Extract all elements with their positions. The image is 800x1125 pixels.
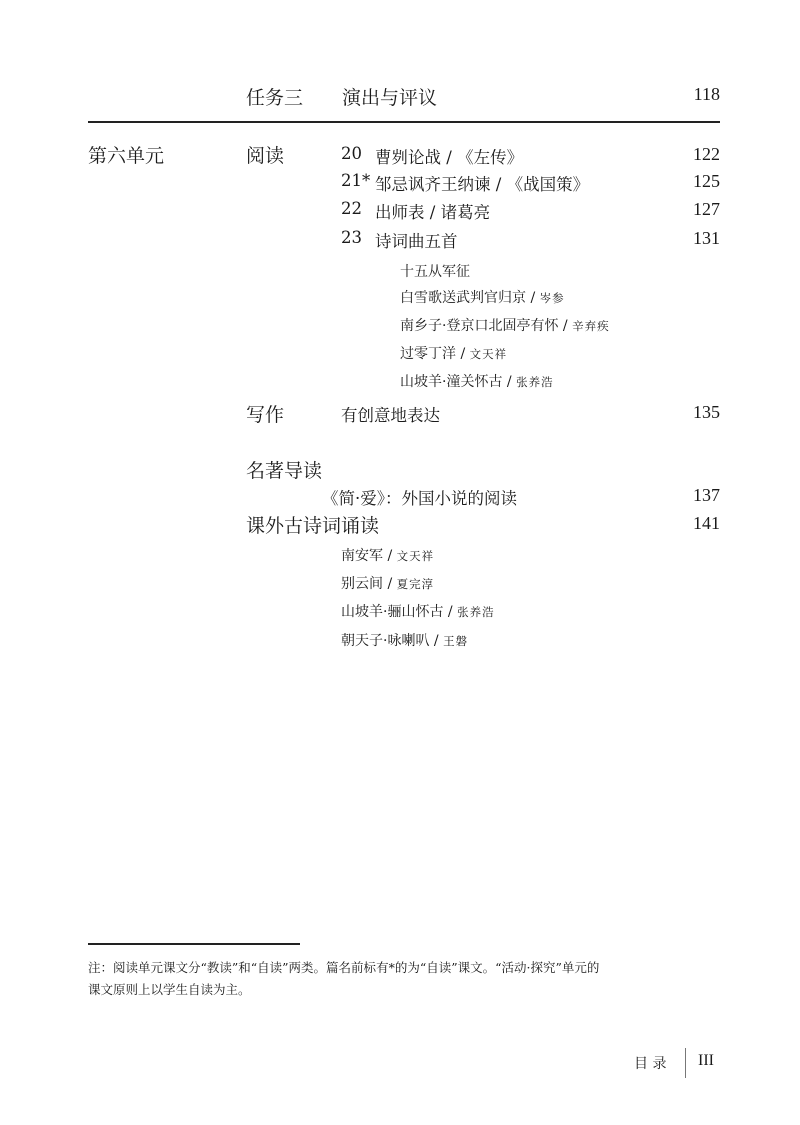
poem-author: 夏完淳 [396,577,435,591]
poem-author: 王磐 [443,634,469,648]
lesson-author: 《战国策》 [506,175,590,194]
poem-item[interactable]: 白雪歌送武判官归京 / 岑参 [400,290,565,306]
lesson-title: 诗词曲五首 [375,232,458,251]
lesson-page: 122 [693,144,720,164]
lesson-number: 23 [341,228,362,247]
extra-poem-item[interactable]: 朝天子·咏喇叭 / 王磐 [341,633,469,649]
lesson-number: 22 [341,199,362,218]
extra-page: 141 [693,513,720,533]
lesson-title: 曹刿论战 / 《左传》 [375,148,524,167]
lesson-title: 邹忌讽齐王纳谏 / 《战国策》 [375,175,590,194]
footnote [88,957,728,1001]
lesson-number: 20 [341,144,362,163]
lesson-number: 21* [341,171,371,190]
classics-label: 名著导读 [246,460,323,482]
lesson-page: 125 [693,171,720,191]
writing-title[interactable]: 有创意地表达 [341,406,440,425]
poem-item[interactable]: 十五从军征 [400,264,470,280]
lesson-author: 《左传》 [457,148,524,167]
footnote-rule [88,943,300,945]
poem-author: 张养浩 [516,375,554,389]
writing-label: 写作 [246,404,285,426]
writing-page: 135 [693,402,720,422]
classics-page: 137 [693,485,720,505]
lesson-page: 131 [693,228,720,248]
unit-divider [88,121,720,123]
poem-author: 张养浩 [457,605,495,619]
extra-poem-item[interactable]: 山坡羊·骊山怀古 / 张养浩 [341,604,495,620]
classics-title[interactable]: 《简·爱》：外国小说的阅读 [322,489,517,508]
lesson-page: 127 [693,199,720,219]
footnote-line: 课文原则上以学生自读为主。 [88,982,251,997]
poem-item[interactable]: 南乡子·登京口北固亭有怀 / 辛弃疾 [400,318,610,334]
footnote-line: 注：阅读单元课文分“教读”和“自读”两类。篇名前标有*的为“自读”课文。“活动·探究”单元的 [88,960,600,975]
poem-author: 辛弃疾 [572,319,610,333]
unit-label: 第六单元 [88,145,165,167]
poem-author: 文天祥 [396,549,435,563]
extra-poem-item[interactable]: 别云间 / 夏完淳 [341,576,435,592]
poem-author: 岑参 [539,291,565,305]
poem-author: 文天祥 [469,347,508,361]
footer-page-number: III [698,1052,714,1069]
prev-section-title: 演出与评议 [342,87,438,109]
footer-label: 目 录 [634,1056,667,1072]
lesson-author: 诸葛亮 [440,203,491,222]
extra-label[interactable]: 课外古诗词诵读 [246,515,380,537]
extra-poem-item[interactable]: 南安军 / 文天祥 [341,548,435,564]
prev-section-page: 118 [693,84,720,104]
lesson-title: 出师表 / 诸葛亮 [375,203,491,222]
poem-item[interactable]: 山坡羊·潼关怀古 / 张养浩 [400,374,554,390]
poem-item[interactable]: 过零丁洋 / 文天祥 [400,346,508,362]
footer-divider [685,1048,686,1078]
prev-section-label: 任务三 [246,87,304,109]
reading-label: 阅读 [246,145,285,167]
